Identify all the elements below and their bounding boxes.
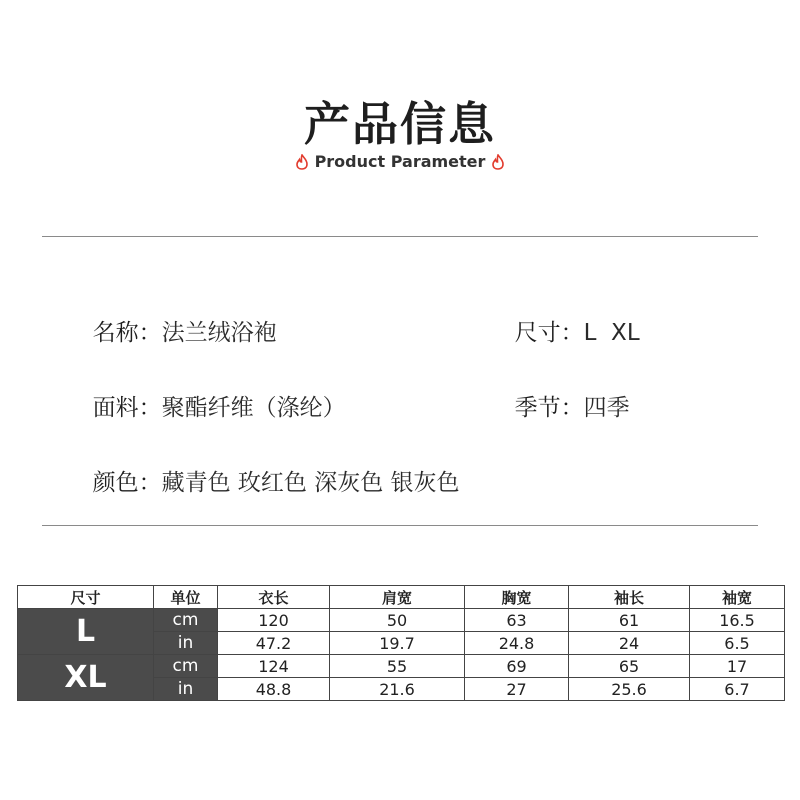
table-cell: 25.6: [569, 678, 690, 701]
table-row: [18, 609, 785, 632]
size-cell: XL: [18, 655, 154, 701]
page-title: 产品信息: [304, 97, 496, 151]
table-cell: 47.2: [218, 632, 330, 655]
material-label: 面料：: [92, 395, 162, 421]
bottom-divider: [42, 525, 758, 526]
info-color: [78, 438, 460, 497]
table-row: [18, 655, 785, 678]
season-value: 四季: [583, 395, 630, 421]
table-cell: 24.8: [465, 632, 569, 655]
header-chest: 胸宽: [465, 586, 569, 609]
unit-cell: in: [154, 632, 218, 655]
header-sleeve-width: 袖宽: [690, 586, 785, 609]
info-size: [500, 288, 640, 347]
info-name: [78, 288, 277, 347]
unit-cell: cm: [154, 655, 218, 678]
unit-cell: in: [154, 678, 218, 701]
color-label: 颜色：: [92, 470, 162, 496]
table-cell: 27: [465, 678, 569, 701]
page-subtitle: [0, 152, 800, 171]
size-table: [17, 585, 785, 701]
header-size: 尺寸: [18, 586, 154, 609]
table-cell: 120: [218, 609, 330, 632]
table-cell: 19.7: [330, 632, 465, 655]
name-value: 法兰绒浴袍: [161, 320, 277, 346]
header-length: 衣长: [218, 586, 330, 609]
table-cell: 48.8: [218, 678, 330, 701]
subtitle-text: Product Parameter: [314, 152, 486, 171]
season-label: 季节：: [514, 395, 584, 421]
table-cell: 17: [690, 655, 785, 678]
material-value: 聚酯纤维（涤纶）: [161, 395, 346, 421]
flame-icon: [491, 154, 505, 170]
table-cell: 65: [569, 655, 690, 678]
table-cell: 21.6: [330, 678, 465, 701]
top-divider: [42, 236, 758, 237]
header-sleeve-length: 袖长: [569, 586, 690, 609]
flame-icon: [295, 154, 309, 170]
size-cell: L: [18, 609, 154, 655]
info-season: [500, 363, 630, 422]
table-cell: 6.7: [690, 678, 785, 701]
size-label: 尺寸：: [514, 320, 584, 346]
table-cell: 6.5: [690, 632, 785, 655]
header-shoulder: 肩宽: [330, 586, 465, 609]
table-cell: 69: [465, 655, 569, 678]
table-cell: 61: [569, 609, 690, 632]
table-cell: 24: [569, 632, 690, 655]
size-value: L XL: [583, 320, 640, 346]
table-header-row: [18, 586, 785, 609]
table-cell: 124: [218, 655, 330, 678]
name-label: 名称：: [92, 320, 162, 346]
table-cell: 16.5: [690, 609, 785, 632]
info-material: [78, 363, 346, 422]
unit-cell: cm: [154, 609, 218, 632]
table-cell: 50: [330, 609, 465, 632]
table-cell: 55: [330, 655, 465, 678]
header-unit: 单位: [154, 586, 218, 609]
color-value: 藏青色 玫红色 深灰色 银灰色: [161, 470, 460, 496]
table-cell: 63: [465, 609, 569, 632]
